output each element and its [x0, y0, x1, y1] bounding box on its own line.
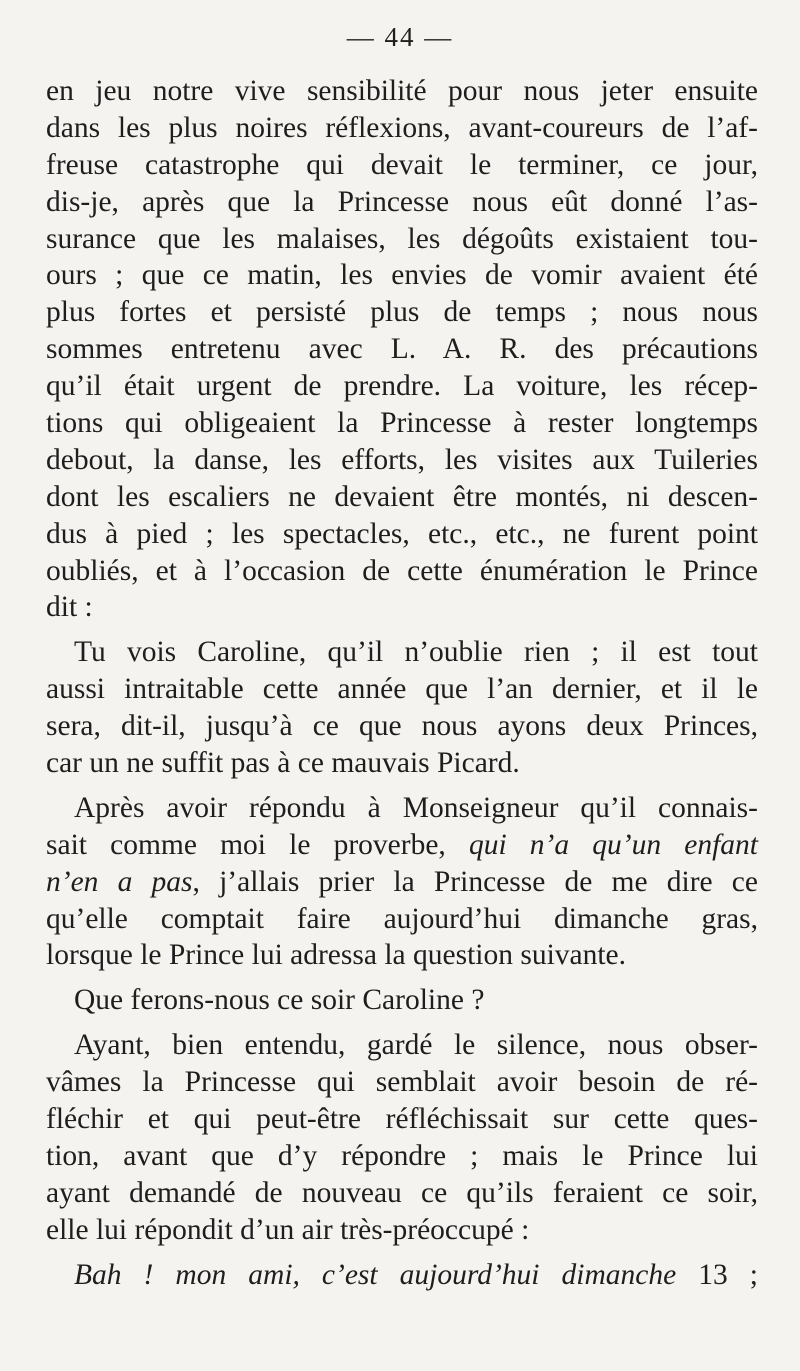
body-text	[46, 73, 758, 1294]
paragraph-6	[46, 1257, 758, 1294]
text-line: debout, la danse, les efforts, les visites aux Tuileries	[46, 443, 758, 476]
text-line: Que ferons-nous ce soir Caroline ?	[74, 984, 485, 1017]
text-line: qu’elle comptait faire aujourd’hui dimanche gras,	[46, 902, 758, 935]
text-line: fléchir et qui peut-être réfléchissait sur cette ques-	[46, 1103, 758, 1136]
text-line: Tu vois Caroline, qu’il n’oublie rien ; il est tout	[74, 636, 758, 669]
text-line: aussi intraitable cette année que l’an dernier, et il le	[46, 673, 758, 706]
italic-quote: Bah ! mon ami, c’est aujourd’hui dimanche	[74, 1258, 677, 1291]
text-line: qu’il était urgent de prendre. La voiture, les récep-	[46, 370, 758, 403]
text-line: ayant demandé de nouveau ce qu’ils feraient ce soir,	[46, 1176, 758, 1209]
text-line: dans les plus noires réflexions, avant-coureurs de l’af-	[46, 111, 758, 144]
text-line: oubliés, et à l’occasion de cette énumération le Prince	[46, 554, 758, 587]
paragraph-4	[46, 982, 758, 1019]
text-line: vâmes la Princesse qui semblait avoir besoin de ré-	[46, 1066, 758, 1099]
text-line: tions qui obligeaient la Princesse à rester longtemps	[46, 407, 758, 440]
text-line: lorsque le Prince lui adressa la question suivante.	[46, 939, 627, 972]
text-line	[46, 864, 758, 901]
text-line: dit :	[46, 591, 93, 624]
paragraph-5	[46, 1027, 758, 1248]
text-line: Après avoir répondu à Monseigneur qu’il connais-	[74, 791, 758, 824]
text-line	[46, 827, 758, 864]
italic-proverb: qui n’a qu’un enfant	[468, 828, 758, 861]
text-line: dus à pied ; les spectacles, etc., etc., ne furent point	[46, 517, 758, 550]
italic-proverb-end: n’en a pas	[46, 865, 193, 898]
text-line: Ayant, bien entendu, gardé le silence, nous obser-	[74, 1029, 758, 1062]
text-line: ours ; que ce matin, les envies de vomir avaient été	[46, 259, 758, 292]
text-line: car un ne suffit pas à ce mauvais Picard.	[46, 747, 520, 780]
text-segment: 13 ;	[676, 1258, 759, 1291]
page-number: — 44 —	[346, 22, 454, 52]
text-line	[46, 1257, 758, 1294]
text-line: surance que les malaises, les dégoûts existaient tou-	[46, 222, 758, 255]
text-line: freuse catastrophe qui devait le terminer, ce jour,	[46, 148, 758, 181]
paragraph-1	[46, 73, 758, 626]
text-line: dis-je, après que la Princesse nous eût donné l’as-	[46, 185, 758, 218]
text-line: tion, avant que d’y répondre ; mais le Prince lui	[46, 1139, 758, 1172]
text-segment: sait comme moi le proverbe,	[46, 828, 469, 861]
text-line: sera, dit-il, jusqu’à ce que nous ayons deux Princes,	[46, 710, 758, 743]
text-segment: , j’allais prier la Princesse de me dire ce	[192, 865, 758, 898]
text-line: plus fortes et persisté plus de temps ; nous nous	[46, 296, 758, 329]
paragraph-3	[46, 790, 758, 974]
paragraph-2	[46, 634, 758, 782]
text-line: elle lui répondit d’un air très-préoccupé :	[46, 1213, 530, 1246]
text-line: dont les escaliers ne devaient être montés, ni descen-	[46, 480, 758, 513]
text-line: en jeu notre vive sensibilité pour nous jeter ensuite	[46, 75, 758, 107]
text-line: sommes entretenu avec L. A. R. des précautions	[46, 333, 758, 366]
